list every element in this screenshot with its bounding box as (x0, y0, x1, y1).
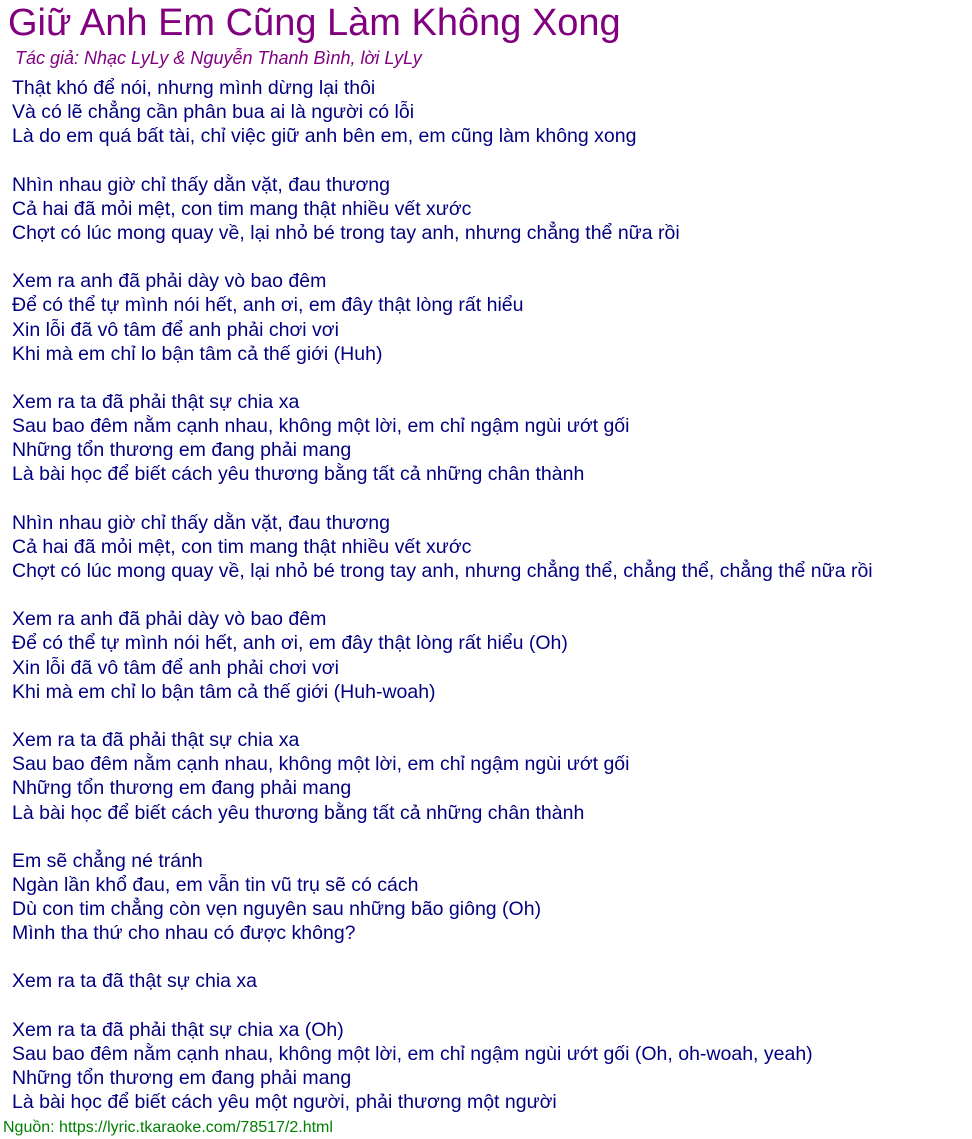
lyrics-stanza (12, 511, 970, 584)
lyrics-stanza (12, 728, 970, 825)
lyric-line: Sau bao đêm nằm cạnh nhau, không một lời, em chỉ ngậm ngùi ướt gối (12, 753, 630, 776)
lyric-line: Sau bao đêm nằm cạnh nhau, không một lời, em chỉ ngậm ngùi ướt gối (12, 415, 630, 438)
lyric-line: Để có thể tự mình nói hết, anh ơi, em đây thật lòng rất hiểu (Oh) (12, 632, 568, 655)
lyric-line: Khi mà em chỉ lo bận tâm cả thế giới (Huh-woah) (12, 680, 436, 703)
lyric-line: Xin lỗi đã vô tâm để anh phải chơi vơi (12, 318, 339, 341)
song-author-credit: Tác giả: Nhạc LyLy & Nguyễn Thanh Bình, lời LyLy (15, 48, 422, 68)
source-credit: Nguồn: https://lyric.tkaraoke.com/78517/2.html (3, 1119, 333, 1136)
lyric-line: Chợt có lúc mong quay về, lại nhỏ bé trong tay anh, nhưng chẳng thể, chẳng thể, chẳng thể nữa rồi (12, 560, 873, 582)
lyrics-stanza (12, 173, 970, 246)
lyric-line: Những tổn thương em đang phải mang (12, 777, 352, 800)
lyric-line: Xem ra ta đã thật sự chia xa (12, 970, 258, 993)
lyric-line: Nhìn nhau giờ chỉ thấy dằn vặt, đau thương (12, 173, 390, 196)
lyric-line: Là do em quá bất tài, chỉ việc giữ anh bên em, em cũng làm không xong (12, 125, 637, 148)
lyric-line: Chợt có lúc mong quay về, lại nhỏ bé trong tay anh, nhưng chẳng thể nữa rồi (12, 221, 680, 244)
lyric-line: Ngàn lần khổ đau, em vẫn tin vũ trụ sẽ có cách (12, 873, 419, 896)
lyrics-stanza (12, 76, 970, 149)
lyric-line: Xin lỗi đã vô tâm để anh phải chơi vơi (12, 656, 339, 679)
lyrics-stanza (12, 1018, 970, 1115)
lyric-line: Sau bao đêm nằm cạnh nhau, không một lời, em chỉ ngậm ngùi ướt gối (Oh, oh-woah, yeah) (12, 1042, 813, 1065)
lyric-line: Xem ra ta đã phải thật sự chia xa (Oh) (12, 1018, 344, 1041)
lyric-line: Những tổn thương em đang phải mang (12, 439, 352, 462)
lyrics-stanza (12, 390, 970, 487)
lyrics-stanza (12, 849, 970, 946)
lyric-line: Xem ra ta đã phải thật sự chia xa (12, 390, 300, 413)
lyrics-body (12, 76, 970, 1138)
lyric-line: Khi mà em chỉ lo bận tâm cả thế giới (Huh) (12, 342, 383, 365)
lyric-line: Em sẽ chẳng né tránh (12, 849, 203, 872)
lyric-line: Cả hai đã mỏi mệt, con tim mang thật nhiều vết xước (12, 535, 472, 558)
lyric-line: Cả hai đã mỏi mệt, con tim mang thật nhiều vết xước (12, 197, 472, 220)
lyric-line: Xem ra anh đã phải dày vò bao đêm (12, 608, 327, 631)
lyric-line: Nhìn nhau giờ chỉ thấy dằn vặt, đau thương (12, 511, 390, 534)
lyric-line: Là bài học để biết cách yêu thương bằng tất cả những chân thành (12, 463, 585, 486)
lyric-line: Xem ra ta đã phải thật sự chia xa (12, 728, 300, 751)
lyric-line: Mình tha thứ cho nhau có được không? (12, 922, 356, 945)
lyrics-stanza (12, 607, 970, 704)
lyrics-stanza (12, 269, 970, 366)
lyric-line: Và có lẽ chẳng cần phân bua ai là người có lỗi (12, 101, 415, 124)
song-title: Giữ Anh Em Cũng Làm Không Xong (8, 2, 621, 44)
lyrics-stanza (12, 969, 970, 993)
lyric-line: Dù con tim chẳng còn vẹn nguyên sau những bão giông (Oh) (12, 898, 542, 921)
lyric-line: Thật khó để nói, nhưng mình dừng lại thôi (12, 77, 376, 99)
lyric-line: Xem ra anh đã phải dày vò bao đêm (12, 270, 327, 293)
lyric-line: Là bài học để biết cách yêu một người, phải thương một người (12, 1091, 557, 1114)
lyric-line: Để có thể tự mình nói hết, anh ơi, em đây thật lòng rất hiểu (12, 294, 524, 317)
lyric-line: Những tổn thương em đang phải mang (12, 1067, 352, 1089)
lyric-line: Là bài học để biết cách yêu thương bằng tất cả những chân thành (12, 801, 585, 824)
